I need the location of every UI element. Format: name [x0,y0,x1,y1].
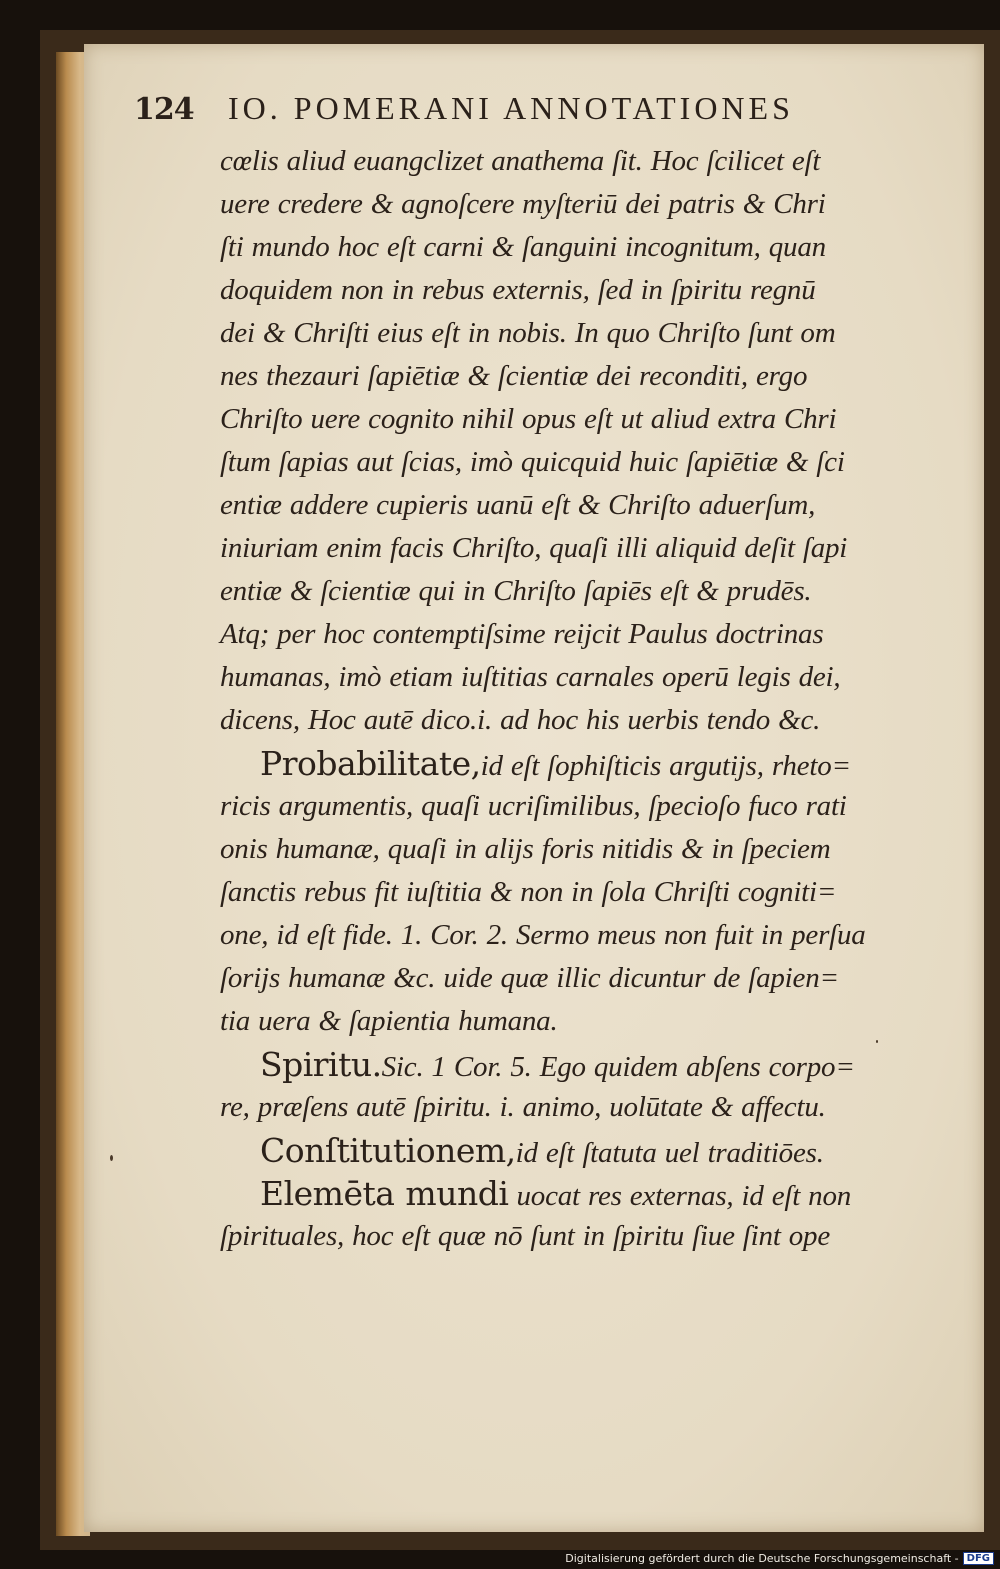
paragraph-constitutionem [220,1129,920,1172]
digitization-credit [565,1552,994,1565]
text-line: iniuriam enim facis Chriſto, quaſi illi aliquid deſit ſapi [220,532,848,564]
page-number: 124 [134,92,194,127]
text-line: onis humanæ, quaſi in alijs foris nitidis & in ſpeciem [220,833,831,865]
text-line: Atq; per hoc contemptiſsime reijcit Paulus doctrinas [220,618,824,650]
credit-text: Digitalisierung gefördert durch die Deutsche Forschungsgemeinschaft - [565,1552,959,1565]
ink-speck [110,1155,113,1161]
dfg-logo: DFG [963,1552,994,1565]
text-line: entiæ & ſcientiæ qui in Chriſto ſapiēs eſt & prudēs. [220,575,812,607]
text-line: doquidem non in rebus externis, ſed in ſpiritu regnū [220,274,816,306]
commentary-body [138,140,920,1258]
text-line: re, præſens autē ſpiritu. i. animo, uolūtate & affectu. [220,1091,826,1123]
text-line: ſpirituales, hoc eſt quæ nō ſunt in ſpiritu ſiue ſint ope [220,1220,830,1252]
text-line: Chriſto uere cognito nihil opus eſt ut aliud extra Chri [220,403,837,435]
text-line: dicens, Hoc autē dico.i. ad hoc his uerbis tendo &c. [220,704,821,736]
text-line: dei & Chriſti eius eſt in nobis. In quo Chriſto ſunt om [220,317,836,349]
text-line: ſti mundo hoc eſt carni & ſanguini incognitum, quan [220,231,826,263]
paragraph-elementa [220,1172,920,1215]
running-header [134,90,918,140]
running-title: IO. POMERANI ANNOTATIONES [228,90,794,126]
lemma-word: Conſtitutionem, [260,1131,516,1170]
text-line: humanas, imò etiam iuſtitias carnales operū legis dei, [220,661,841,693]
page-text [134,90,918,1258]
lemma-word: Probabilitate, [260,744,481,783]
gloss-text: Sic. 1 Cor. 5. Ego quidem abſens corpo= [381,1051,855,1083]
gloss-text: id eſt ſophiſticis argutijs, rheto= [480,750,851,782]
text-line: entiæ addere cupieris uanū eſt & Chriſto aduerſum, [220,489,816,521]
text-line: ſorijs humanæ &c. uide quæ illic dicuntur de ſapien= [220,962,839,994]
lemma-word: Elemēta mundi [260,1174,509,1213]
lemma-word: Spiritu. [260,1045,382,1084]
text-line: ſanctis rebus fit iuſtitia & non in ſola Chriſti cogniti= [220,876,837,908]
gloss-text: uocat res externas, id eſt non [516,1180,852,1212]
text-line: tia uera & ſapientia humana. [220,1005,558,1037]
gloss-text: id eſt ſtatuta uel traditiōes. [515,1137,824,1169]
text-line: uere credere & agnoſcere myſteriū dei patris & Chri [220,188,826,220]
text-line: nes thezauri ſapiētiæ & ſcientiæ dei reconditi, ergo [220,360,808,392]
text-line: cœlis aliud euangclizet anathema ſit. Hoc ſcilicet eſt [220,145,821,177]
text-line: ſtum ſapias aut ſcias, imò quicquid huic ſapiētiæ & ſci [220,446,845,478]
paragraph-spiritu [220,1043,920,1086]
text-line: one, id eſt fide. 1. Cor. 2. Sermo meus non fuit in perſua [220,919,866,951]
paragraph-probabilitate [220,742,920,785]
text-line: ricis argumentis, quaſi ucriſimilibus, ſpecioſo fuco rati [220,790,847,822]
